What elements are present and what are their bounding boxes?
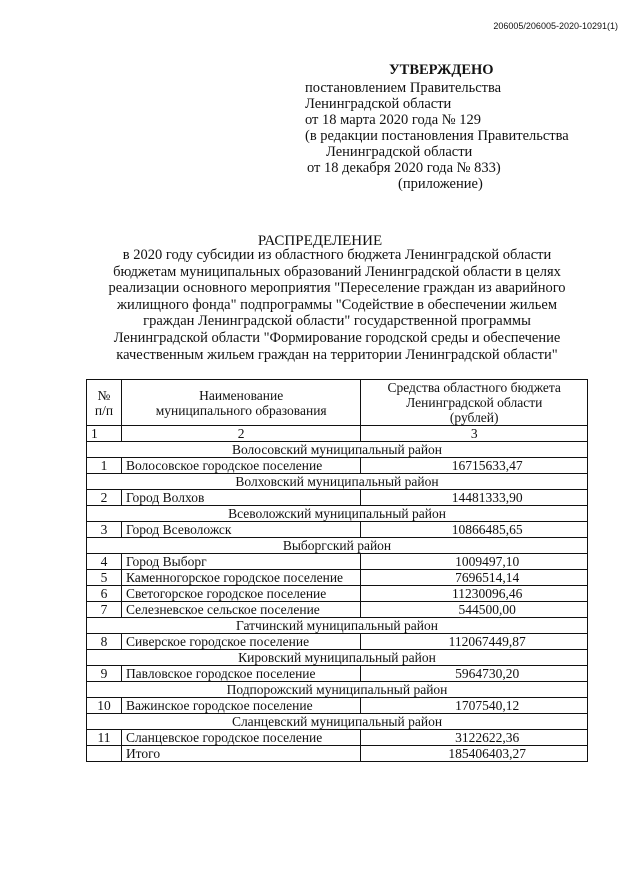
municipality-name: Важинское городское поселение xyxy=(121,698,360,714)
subtitle-line: граждан Ленинградской области" государственной программы xyxy=(143,313,531,330)
row-number: 5 xyxy=(87,570,122,586)
table-row xyxy=(87,554,588,570)
district-name: Сланцевский муниципальный район xyxy=(87,714,588,730)
column-index: 1 xyxy=(87,426,122,442)
budget-amount: 112067449,87 xyxy=(361,634,588,650)
budget-amount: 1707540,12 xyxy=(361,698,588,714)
budget-amount: 7696514,14 xyxy=(361,570,588,586)
budget-amount: 10866485,65 xyxy=(361,522,588,538)
subtitle-line: в 2020 году субсидии из областного бюджета Ленинградской области xyxy=(122,247,552,263)
subtitle-line: бюджетам муниципальных образований Ленинградской области в целях xyxy=(113,263,561,280)
approval-heading: УТВЕРЖДЕНО xyxy=(389,62,494,78)
district-row xyxy=(87,506,588,522)
approval-line: от 18 декабря 2020 года № 833) xyxy=(307,160,501,176)
header-num xyxy=(87,380,122,426)
row-number: 10 xyxy=(87,698,122,714)
header-sum xyxy=(361,380,588,426)
subtitle-line: Ленинградской области "Формирование городской среды и обеспечение xyxy=(113,329,561,346)
header-sum-line: Ленинградской области xyxy=(406,395,543,410)
row-number: 11 xyxy=(87,730,122,746)
approval-line: Ленинградской области xyxy=(326,144,473,160)
district-name: Подпорожский муниципальный район xyxy=(87,682,588,698)
header-sum-line: Средства областного бюджета xyxy=(387,380,561,395)
row-number: 3 xyxy=(87,522,122,538)
total-empty-cell xyxy=(87,746,122,762)
approval-line: (в редакции постановления Правительства xyxy=(305,128,569,144)
table-header-row xyxy=(87,380,588,426)
municipality-name: Павловское городское поселение xyxy=(121,666,360,682)
budget-amount: 1009497,10 xyxy=(361,554,588,570)
total-amount: 185406403,27 xyxy=(361,746,588,762)
header-name-line: Наименование xyxy=(199,387,284,403)
row-number: 7 xyxy=(87,602,122,618)
budget-amount: 14481333,90 xyxy=(361,490,588,506)
district-name: Кировский муниципальный район xyxy=(87,650,588,666)
district-row xyxy=(87,714,588,730)
table-row xyxy=(87,698,588,714)
table-row xyxy=(87,458,588,474)
approval-line: от 18 марта 2020 года № 129 xyxy=(305,112,481,128)
header-num-line: № xyxy=(97,387,111,403)
district-row xyxy=(87,682,588,698)
municipality-name: Сланцевское городское поселение xyxy=(121,730,360,746)
subtitle-line: жилищного фонда" подпрограммы "Содействие в обеспечении жильем xyxy=(116,296,558,313)
municipality-name: Город Волхов xyxy=(121,490,360,506)
subtitle-line: реализации основного мероприятия "Переселение граждан из аварийного xyxy=(108,280,566,297)
document-subtitle xyxy=(88,247,586,363)
municipality-name: Селезневское сельское поселение xyxy=(121,602,360,618)
table-row xyxy=(87,634,588,650)
table-row xyxy=(87,522,588,538)
municipality-name: Сиверское городское поселение xyxy=(121,634,360,650)
row-number: 9 xyxy=(87,666,122,682)
table-row xyxy=(87,666,588,682)
municipality-name: Каменногорское городское поселение xyxy=(121,570,360,586)
row-number: 4 xyxy=(87,554,122,570)
budget-amount: 11230096,46 xyxy=(361,586,588,602)
column-index: 3 xyxy=(361,426,588,442)
table-row xyxy=(87,730,588,746)
district-name: Гатчинский муниципальный район xyxy=(87,618,588,634)
distribution-table xyxy=(86,379,588,762)
table-row xyxy=(87,586,588,602)
district-row xyxy=(87,474,588,490)
header-num-line: п/п xyxy=(94,402,114,418)
district-row xyxy=(87,618,588,634)
budget-amount: 5964730,20 xyxy=(361,666,588,682)
district-name: Всеволожский муниципальный район xyxy=(87,506,588,522)
district-name: Волосовский муниципальный район xyxy=(87,442,588,458)
approval-line: постановлением Правительства xyxy=(305,80,502,96)
document-title: РАСПРЕДЕЛЕНИЕ xyxy=(257,233,383,249)
district-row xyxy=(87,650,588,666)
table-row xyxy=(87,570,588,586)
total-row xyxy=(87,746,588,762)
district-name: Волховский муниципальный район xyxy=(87,474,588,490)
district-row xyxy=(87,442,588,458)
total-label: Итого xyxy=(121,746,360,762)
district-row xyxy=(87,538,588,554)
row-number: 6 xyxy=(87,586,122,602)
row-number: 1 xyxy=(87,458,122,474)
municipality-name: Город Всеволожск xyxy=(121,522,360,538)
budget-amount: 16715633,47 xyxy=(361,458,588,474)
municipality-name: Город Выборг xyxy=(121,554,360,570)
subtitle-line: качественным жильем граждан на территории Ленинградской области" xyxy=(116,346,558,363)
approval-line: (приложение) xyxy=(398,176,483,192)
row-number: 2 xyxy=(87,490,122,506)
table-row xyxy=(87,490,588,506)
budget-amount: 544500,00 xyxy=(361,602,588,618)
table-row xyxy=(87,602,588,618)
approval-line: Ленинградской области xyxy=(305,96,452,112)
approval-block xyxy=(305,62,605,192)
district-name: Выборгский район xyxy=(87,538,588,554)
header-sum-line: (рублей) xyxy=(449,410,499,425)
header-name-line: муниципального образования xyxy=(155,402,327,418)
column-index: 2 xyxy=(121,426,360,442)
municipality-name: Светогорское городское поселение xyxy=(121,586,360,602)
header-name xyxy=(121,380,360,426)
budget-amount: 3122622,36 xyxy=(361,730,588,746)
column-index-row xyxy=(87,426,588,442)
municipality-name: Волосовское городское поселение xyxy=(121,458,360,474)
row-number: 8 xyxy=(87,634,122,650)
document-id: 206005/206005-2020-10291(1) xyxy=(493,21,618,31)
